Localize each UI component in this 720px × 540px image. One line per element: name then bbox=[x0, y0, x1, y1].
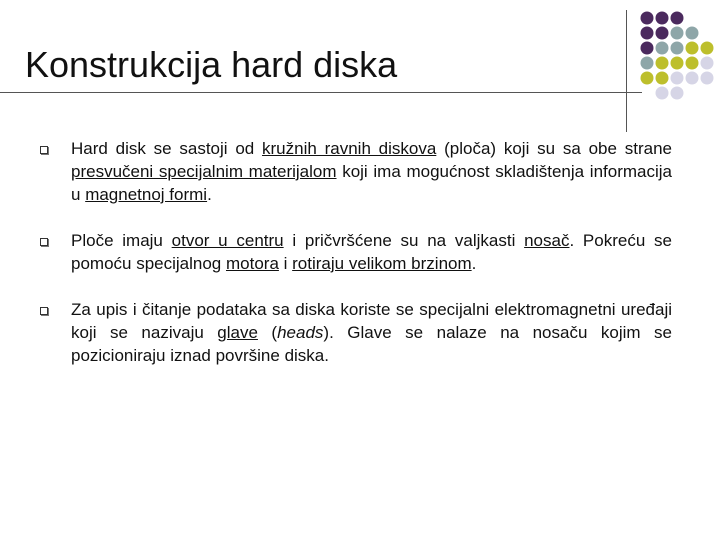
bullet-item-heads bbox=[40, 298, 672, 367]
bullet-text: i pričvršćene su na valjkasti bbox=[283, 231, 525, 250]
decorative-dot bbox=[671, 57, 684, 70]
decorative-dot bbox=[671, 72, 684, 85]
bullet-text: ( bbox=[257, 323, 278, 342]
bullet-text: . bbox=[207, 185, 212, 204]
bullet-text: Ploče imaju bbox=[71, 231, 172, 250]
underlined-term: nosač bbox=[524, 231, 570, 250]
underlined-term: glave bbox=[217, 323, 258, 342]
bullet-text: i bbox=[278, 254, 293, 273]
italic-term: heads bbox=[277, 323, 324, 342]
decorative-dot bbox=[671, 42, 684, 55]
decorative-dot bbox=[656, 57, 669, 70]
square-bullet-icon bbox=[40, 238, 48, 246]
decorative-dot bbox=[671, 87, 684, 100]
decorative-dot bbox=[671, 27, 684, 40]
decorative-dot bbox=[641, 27, 654, 40]
bullet-text: koji ima mogućnost skladištenja informacija u bbox=[71, 162, 672, 204]
decorative-dot bbox=[641, 57, 654, 70]
decorative-dot bbox=[701, 42, 714, 55]
bullet-list bbox=[40, 137, 672, 390]
bullet-text: ). Glave se nalaze na nosaču kojim se pozicioniraju iznad površine diska. bbox=[71, 323, 672, 365]
decorative-dot bbox=[686, 57, 699, 70]
decorative-dot bbox=[701, 57, 714, 70]
decorative-dot bbox=[641, 12, 654, 25]
bullet-item-disk-structure bbox=[40, 137, 672, 206]
bullet-text: . Pokreću se pomoću specijalnog bbox=[71, 231, 672, 273]
decorative-dot bbox=[701, 72, 714, 85]
bullet-item-platters bbox=[40, 229, 672, 275]
decorative-dot-grid bbox=[640, 10, 720, 110]
decorative-dot bbox=[671, 12, 684, 25]
bullet-text: . bbox=[471, 254, 477, 273]
title-divider-horizontal bbox=[0, 92, 642, 93]
bullet-text: Hard disk se sastoji od bbox=[71, 139, 263, 158]
underlined-term: magnetnoj formi bbox=[85, 185, 208, 204]
decorative-dot bbox=[656, 87, 669, 100]
decorative-dot bbox=[641, 72, 654, 85]
decorative-dot bbox=[686, 42, 699, 55]
decorative-dot bbox=[641, 42, 654, 55]
bullet-text: (ploča) koji su sa obe strane bbox=[436, 139, 672, 158]
decorative-dot bbox=[686, 72, 699, 85]
bullet-text: Za upis i čitanje podataka sa diska koriste se specijalni elektromagnetni uređaji koji se nazivaju bbox=[71, 300, 672, 342]
decorative-dot bbox=[656, 42, 669, 55]
decorative-dot bbox=[656, 27, 669, 40]
decorative-dot bbox=[656, 72, 669, 85]
square-bullet-icon bbox=[40, 146, 48, 154]
underlined-term: motora bbox=[225, 254, 279, 273]
decorative-dot bbox=[686, 27, 699, 40]
square-bullet-icon bbox=[40, 307, 48, 315]
underlined-term: presvučeni specijalnim materijalom bbox=[71, 162, 337, 181]
title-divider-vertical bbox=[626, 10, 627, 132]
underlined-term: kružnih ravnih diskova bbox=[262, 139, 437, 158]
underlined-term: otvor u centru bbox=[171, 231, 284, 250]
underlined-term: rotiraju velikom brzinom bbox=[292, 254, 472, 273]
decorative-dot bbox=[656, 12, 669, 25]
slide-title: Konstrukcija hard diska bbox=[25, 44, 398, 85]
